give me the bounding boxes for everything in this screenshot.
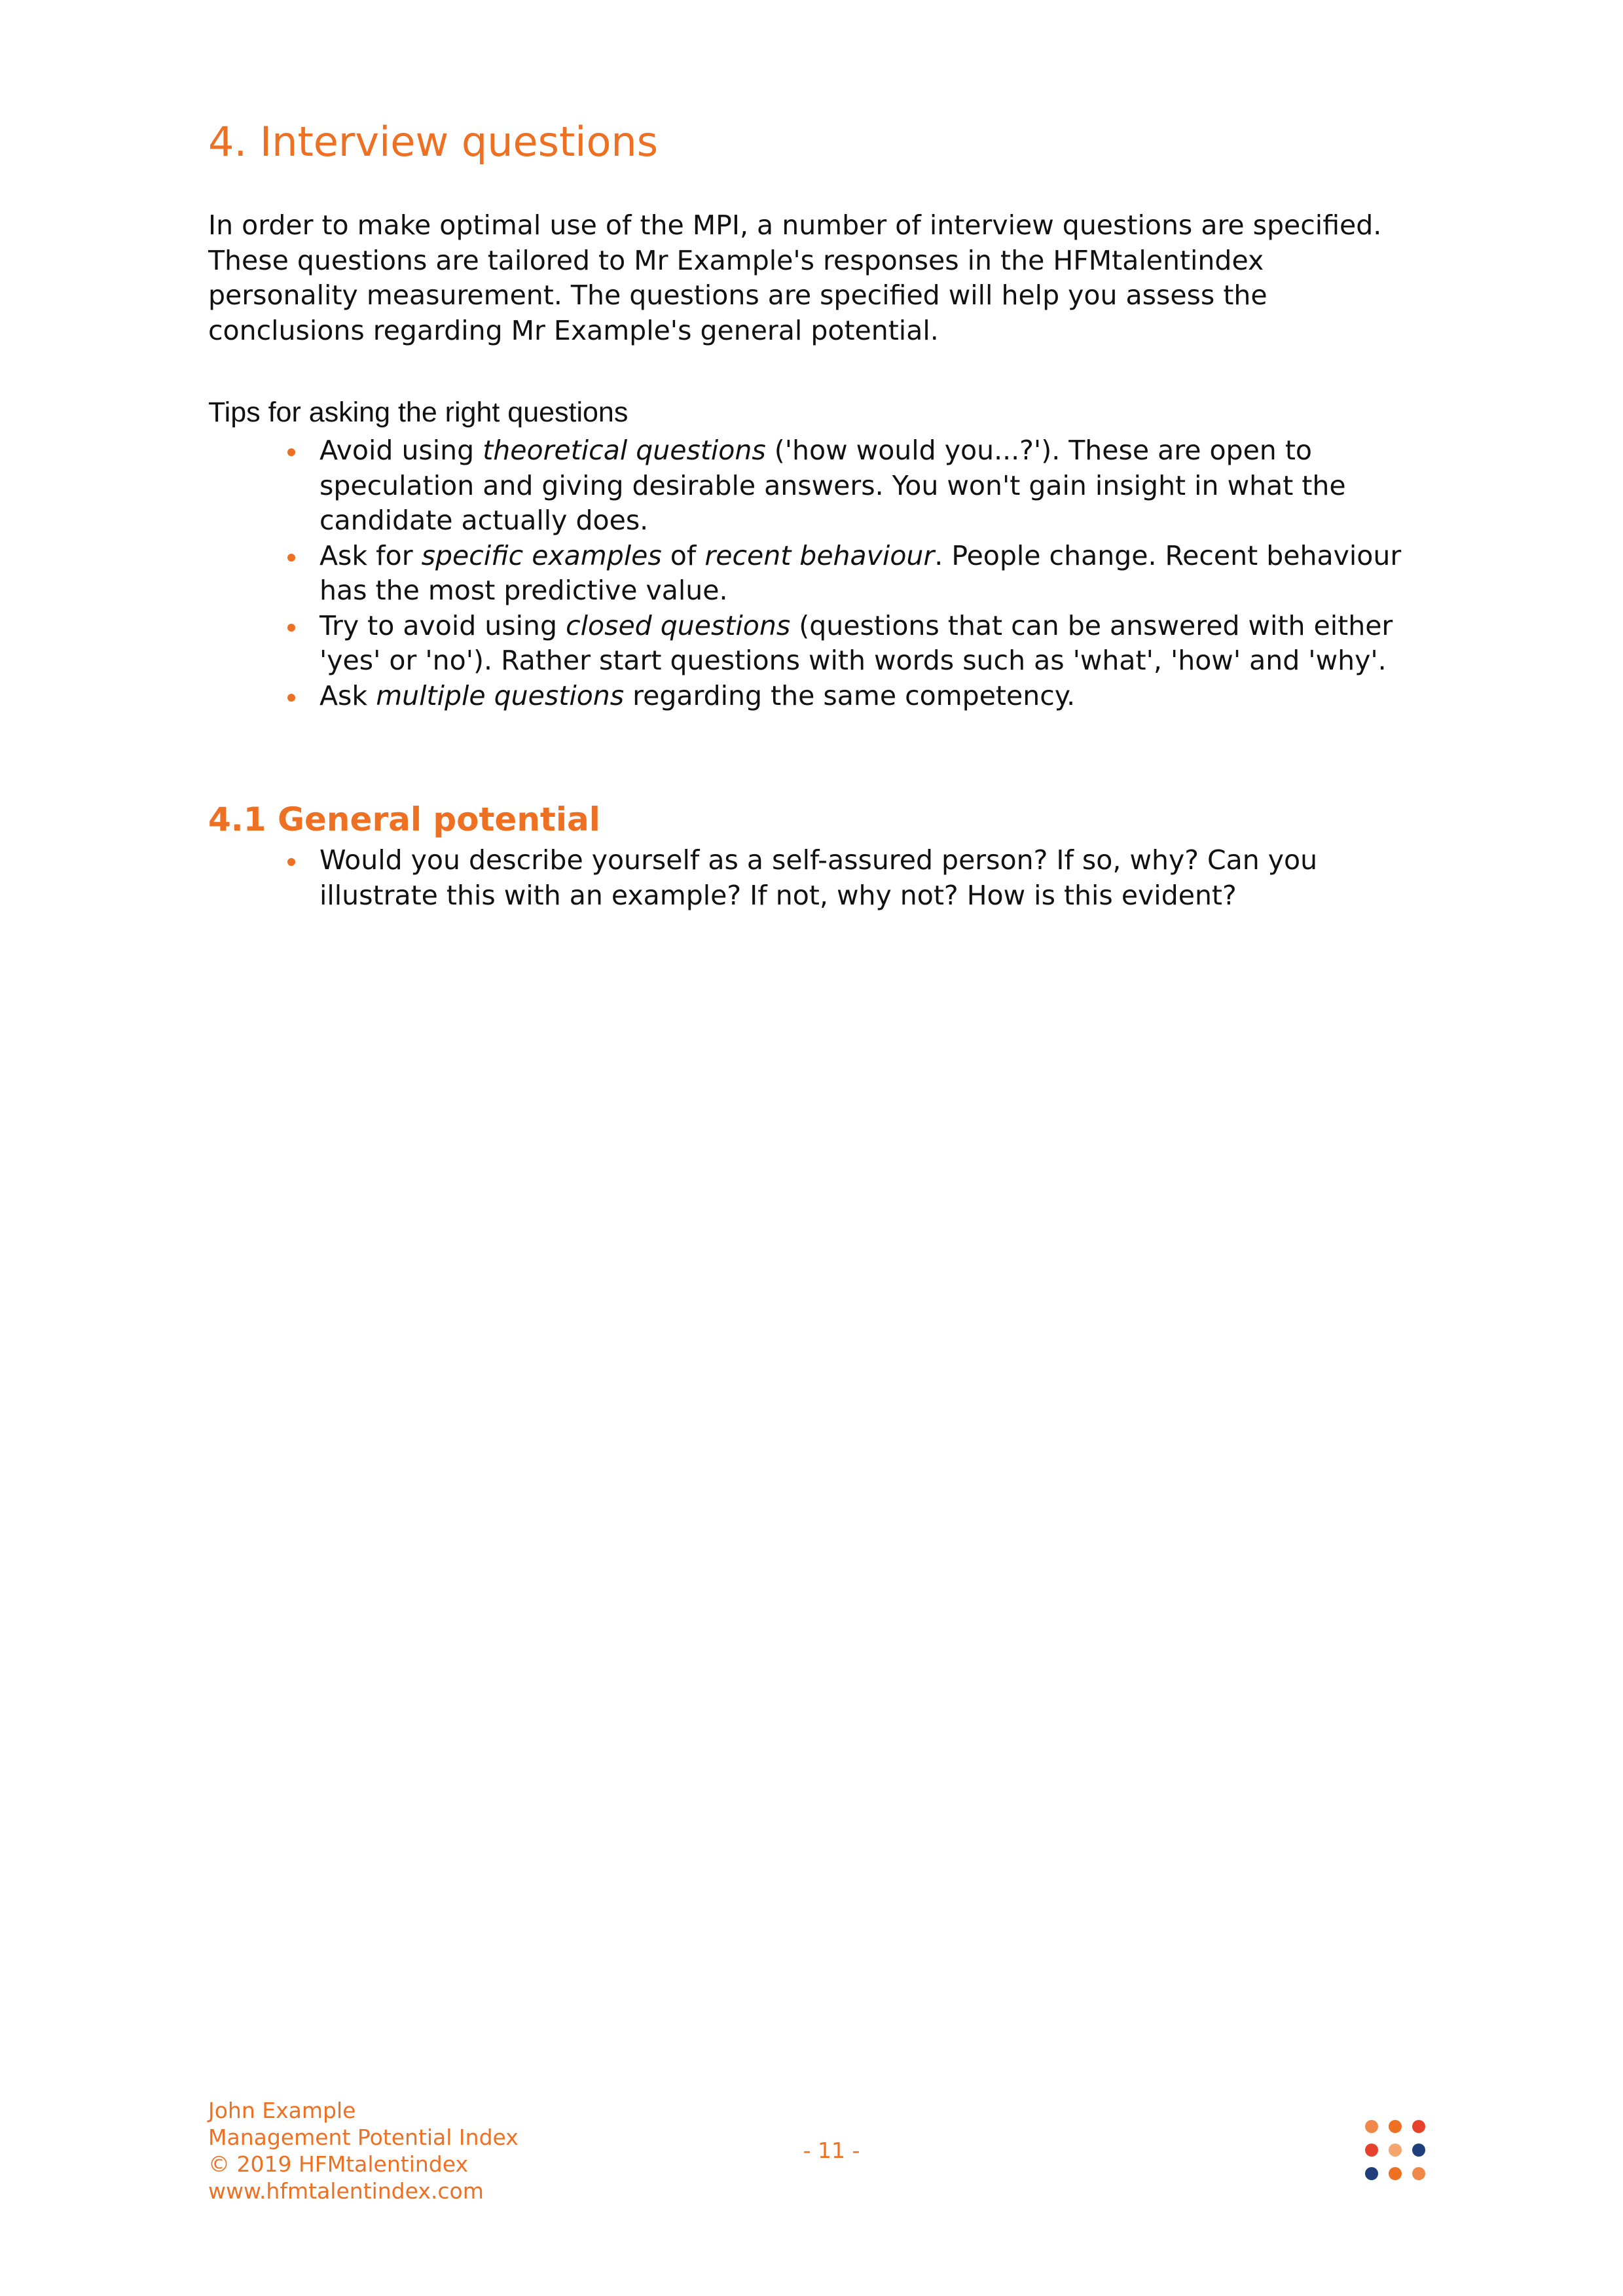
logo-dot — [1389, 2120, 1402, 2133]
list-item-text: Ask for specific examples of recent behaviour. People change. Recent behaviour has the most predictive value. — [319, 539, 1402, 606]
bullet-icon — [287, 554, 295, 562]
footer-website[interactable]: www.hfmtalentindex.com — [208, 2178, 484, 2204]
logo-dot — [1365, 2167, 1378, 2180]
list-item-text: Try to avoid using closed questions (questions that can be answered with either 'yes' or 'no'). Rather start questions with words such as 'what', 'how' and 'why'. — [319, 609, 1393, 676]
bullet-icon — [287, 858, 295, 866]
section-heading: 4. Interview questions — [208, 118, 659, 166]
list-item — [208, 843, 1413, 913]
footer-copyright: © 2019 HFMtalentindex — [208, 2151, 468, 2177]
bullet-icon — [287, 448, 295, 456]
tips-heading: Tips for asking the right questions — [208, 397, 629, 428]
bullet-icon — [287, 694, 295, 702]
logo-dot — [1365, 2144, 1378, 2157]
hfm-logo-icon — [1362, 2117, 1434, 2189]
general-potential-list — [208, 843, 1413, 913]
intro-paragraph: In order to make optimal use of the MPI, a number of interview questions are specified. These questions are tailored to Mr Example's responses in the HFMtalentindex personality measurement. The questions are specified will help you assess the conclusions regarding Mr Example's general potential. — [208, 209, 1382, 346]
list-item — [208, 609, 1413, 679]
list-item — [208, 679, 1413, 714]
page-number: - 11 - — [803, 2138, 860, 2163]
subsection-heading: 4.1 General potential — [208, 800, 600, 838]
list-item-text: Would you describe yourself as a self-assured person? If so, why? Can you illustrate this with an example? If not, why not? How is this evident? — [319, 844, 1318, 911]
logo-dot — [1365, 2120, 1378, 2133]
list-item — [208, 539, 1413, 609]
logo-dot — [1389, 2144, 1402, 2157]
list-item-text: Ask multiple questions regarding the same competency. — [319, 679, 1076, 711]
logo-dot — [1412, 2120, 1425, 2133]
list-item-text: Avoid using theoretical questions ('how would you...?'). These are open to speculation and giving desirable answers. You won't gain insight in what the candidate actually does. — [319, 435, 1346, 536]
footer-name: John Example — [208, 2098, 356, 2123]
logo-dot — [1412, 2167, 1425, 2180]
bullet-icon — [287, 624, 295, 632]
footer-report-title: Management Potential Index — [208, 2125, 519, 2150]
logo-dot — [1389, 2167, 1402, 2180]
tips-list — [208, 433, 1413, 713]
list-item — [208, 433, 1413, 539]
logo-dot — [1412, 2144, 1425, 2157]
footer-info — [208, 2097, 519, 2204]
